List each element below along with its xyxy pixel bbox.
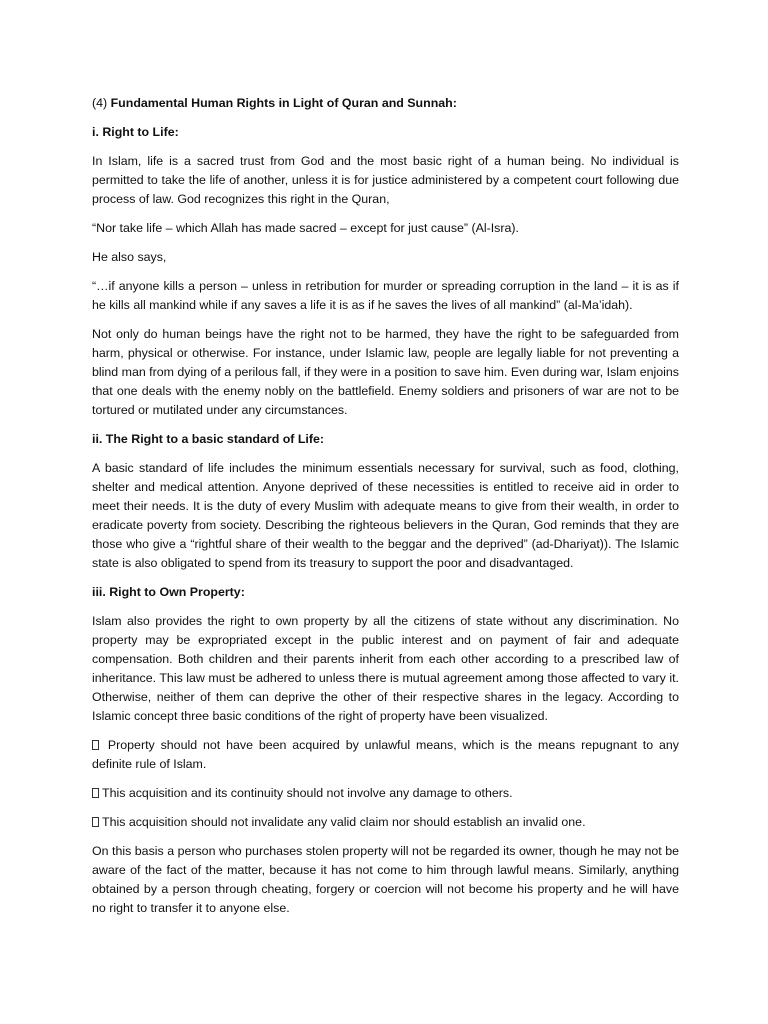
paragraph-property-intro: Islam also provides the right to own property by all the citizens of state without any discrimination. No property may be expropriated except in the public interest and on payment of fair and adequate compensation. Both children and their parents inherit from each other according to a prescribed law of inheritance. This law must be adhered to unless there is mutual agreement among those affected to vary it. Otherwise, neither of them can deprive the other of their respective shares in the legacy. According to Islamic concept three basic conditions of the right of property have been visualized.: [92, 614, 679, 723]
paragraph-property-conclusion: On this basis a person who purchases stolen property will not be regarded its owner, though he may not be aware of the fact of the matter, because it has not come to him through lawful means. Similarly, anything obtained by a person through cheating, forgery or coercion will not become his property and he will have no right to transfer it to anyone else.: [92, 844, 679, 915]
bullet-text: This acquisition and its continuity should not involve any damage to others.: [102, 786, 513, 800]
section-heading-right-to-life: i. Right to Life:: [92, 125, 179, 139]
bullet-text: This acquisition should not invalidate any valid claim nor should establish an invalid one.: [102, 815, 586, 829]
document-page: [92, 94, 679, 928]
paragraph-standard-of-life: A basic standard of life includes the minimum essentials necessary for survival, such as food, clothing, shelter and medical attention. Anyone deprived of these necessities is entitled to receive aid in order to meet their needs. It is the duty of every Muslim with adequate means to give from their wealth, in order to eradicate poverty from society. Describing the righteous believers in the Quran, God reminds that they are those who give a “rightful share of their wealth to the beggar and the deprived” (ad-Dhariyat)). The Islamic state is also obligated to spend from its treasury to support the poor and disadvantaged.: [92, 461, 679, 570]
quote-al-maidah: “…if anyone kills a person – unless in retribution for murder or spreading corruption in the land – it is as if he kills all mankind while if any saves a life it is as if he saves the lives of all mankind” (al-Ma’idah).: [92, 279, 679, 312]
list-item: [92, 736, 679, 774]
paragraph-he-also-says: He also says,: [92, 250, 167, 264]
missing-glyph-icon: [92, 740, 99, 750]
heading-number: (4): [92, 96, 108, 110]
section-heading-standard-of-life: ii. The Right to a basic standard of Life:: [92, 432, 324, 446]
missing-glyph-icon: [92, 817, 99, 827]
paragraph-life-intro: In Islam, life is a sacred trust from God and the most basic right of a human being. No individual is permitted to take the life of another, unless it is for justice administered by a competent court following due process of law. God recognizes this right in the Quran,: [92, 154, 679, 206]
section-heading-own-property: iii. Right to Own Property:: [92, 585, 245, 599]
quote-al-isra: “Nor take life – which Allah has made sacred – except for just cause” (Al-Isra).: [92, 221, 519, 235]
heading-title: Fundamental Human Rights in Light of Quran and Sunnah:: [110, 96, 457, 110]
missing-glyph-icon: [92, 788, 99, 798]
document-heading: [92, 94, 679, 113]
list-item: [92, 784, 679, 803]
bullet-text: Property should not have been acquired by unlawful means, which is the means repugnant to any definite rule of Islam.: [92, 738, 679, 771]
paragraph-life-safeguard: Not only do human beings have the right not to be harmed, they have the right to be safeguarded from harm, physical or otherwise. For instance, under Islamic law, people are legally liable for not preventing a blind man from dying of a perilous fall, if they were in a position to save him. Even during war, Islam enjoins that one deals with the enemy nobly on the battlefield. Enemy soldiers and prisoners of war are not to be tortured or mutilated under any circumstances.: [92, 327, 679, 417]
list-item: [92, 813, 679, 832]
